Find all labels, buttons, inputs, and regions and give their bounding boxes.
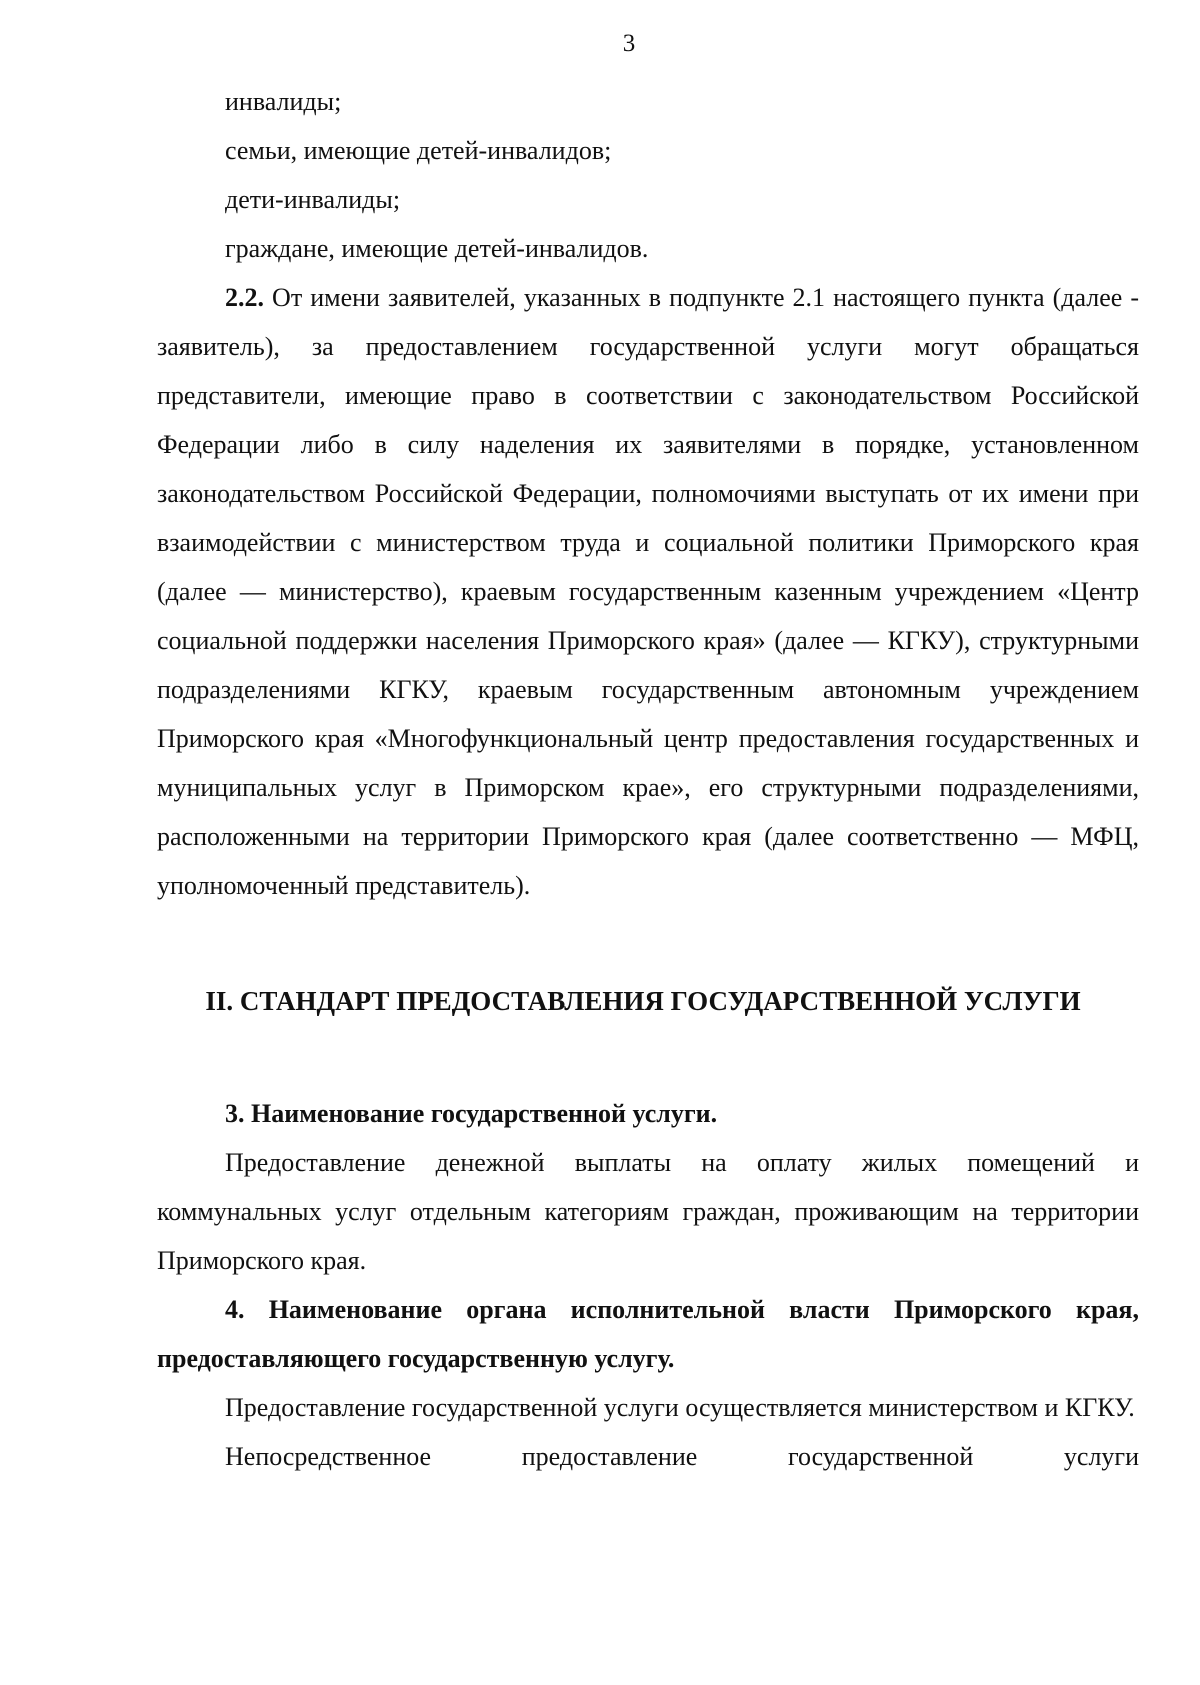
heading-4: 4. Наименование органа исполнительной власти Приморского края, предоставляющего государственную услугу. — [157, 1295, 1139, 1373]
section-title: II. СТАНДАРТ ПРЕДОСТАВЛЕНИЯ ГОСУДАРСТВЕННОЙ УСЛУГИ — [205, 986, 1081, 1016]
list-item: граждане, имеющие детей-инвалидов. — [225, 234, 649, 263]
heading-3: 3. Наименование государственной услуги. — [225, 1099, 718, 1128]
list-item: семьи, имеющие детей-инвалидов; — [225, 136, 612, 165]
paragraph-3: Предоставление денежной выплаты на оплату жилых помещений и коммунальных услуг отдельным категориям граждан, проживающим на территории Приморского края. — [157, 1148, 1139, 1275]
paragraph-4: Предоставление государственной услуги осуществляется министерством и КГКУ. — [225, 1393, 1135, 1422]
page-number: 3 — [622, 30, 636, 57]
paragraph-number: 2.2. — [225, 283, 264, 312]
list-item: дети-инвалиды; — [225, 185, 401, 214]
paragraph-continued: Непосредственное предоставление государственной услуги — [225, 1442, 1139, 1471]
paragraph-2-2 — [157, 273, 1139, 910]
document-body — [157, 77, 1139, 1481]
paragraph-text: От имени заявителей, указанных в подпункте 2.1 настоящего пункта (далее - заявитель), за предоставлением государственной услуги могут обращаться представители, имеющие право в соответствии с законодательством Российской Федерации либо в силу наделения их заявителями в порядке, установленном законодательством Российской Федерации, полномочиями выступать от их имени при взаимодействии с министерством труда и социальной политики Приморского края (далее — министерство), краевым государственным казенным учреждением «Центр социальной поддержки населения Приморского края» (далее — КГКУ), структурными подразделениями КГКУ, краевым государственным автономным учреждением Приморского края «Многофункциональный центр предоставления государственных и муниципальных услуг в Приморском крае», его структурными подразделениями, расположенными на территории Приморского края (далее соответственно — МФЦ, уполномоченный представитель). — [157, 283, 1139, 900]
list-item: инвалиды; — [225, 87, 342, 116]
